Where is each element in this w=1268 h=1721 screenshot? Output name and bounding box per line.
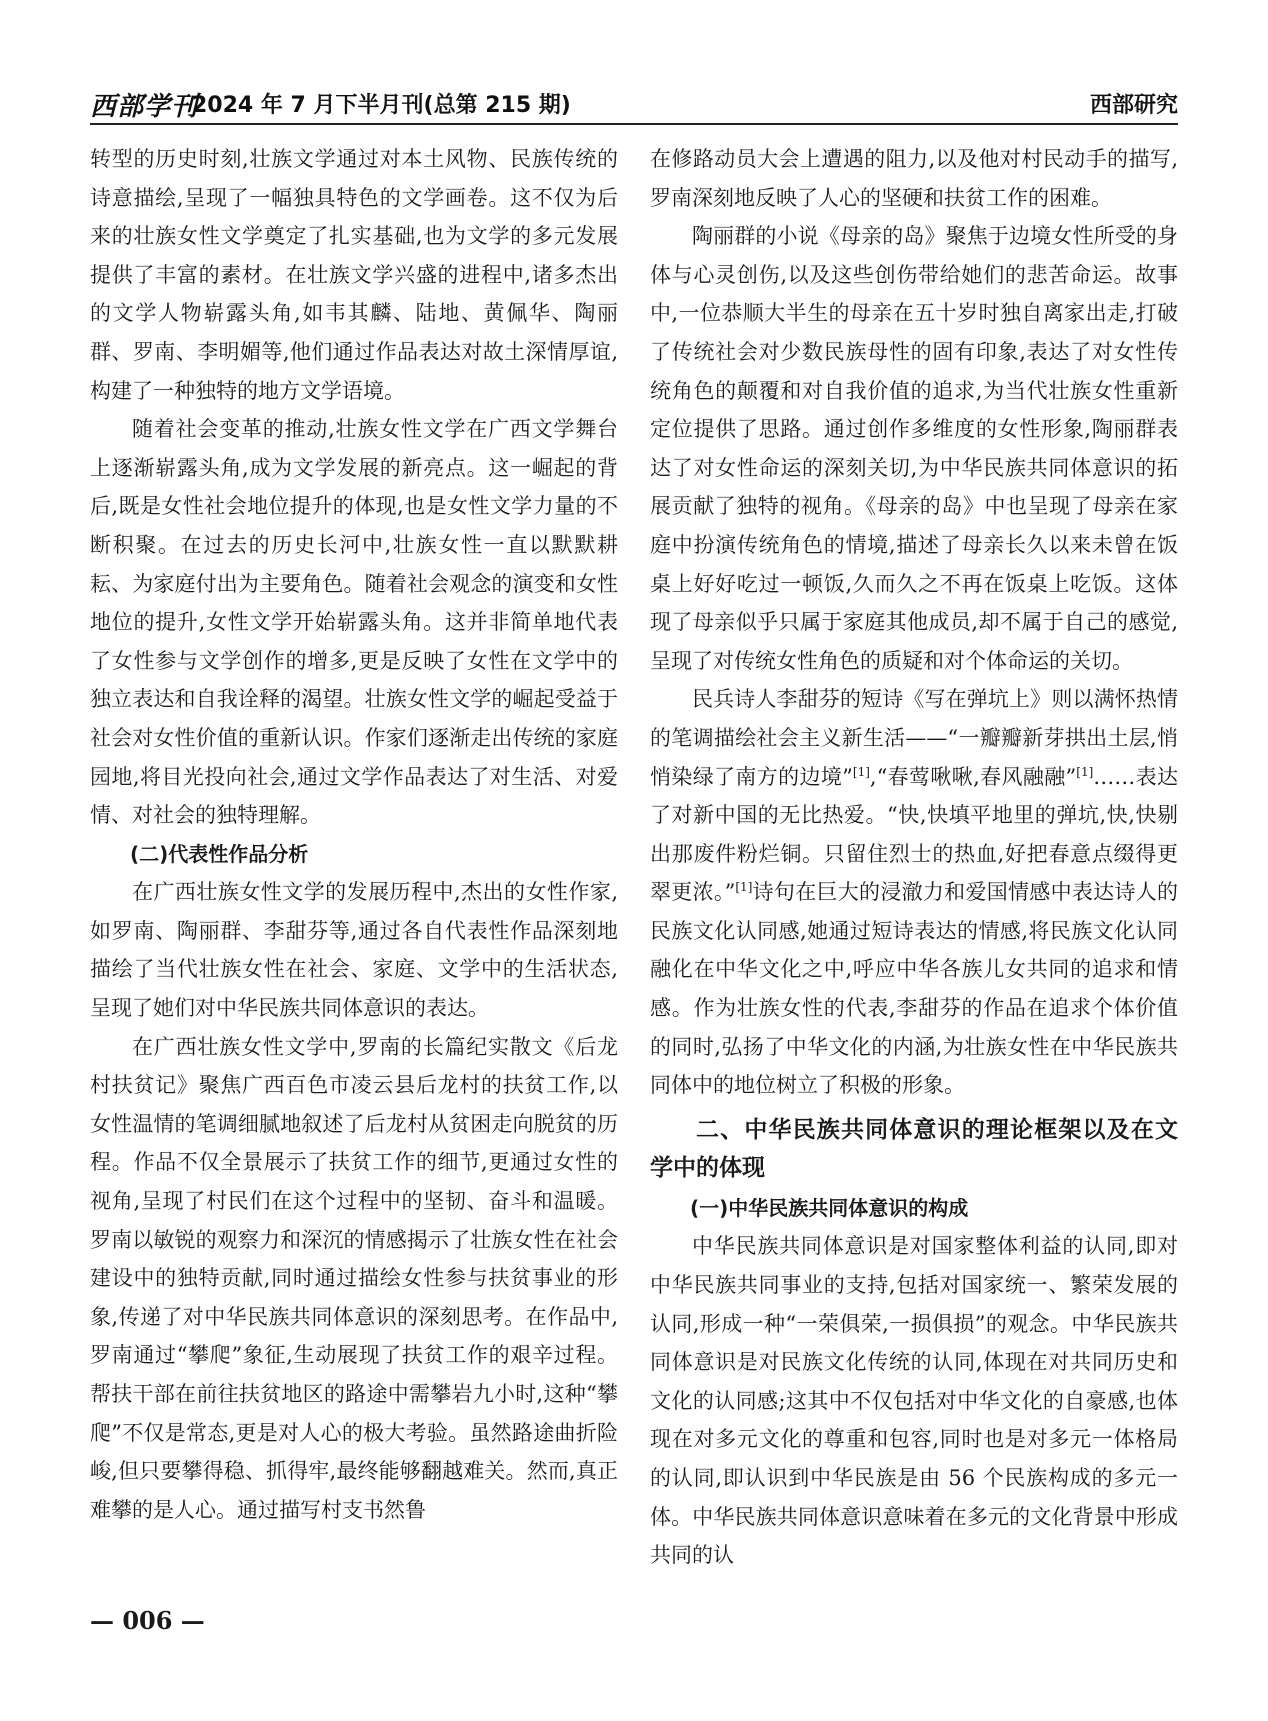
text-run: ……表达了对新中国的无比热爱。“快,快填平地里的弹坑,快,快剔出那废件粉烂铜。只留住烈士的热血,好把春意点缀得更翠更浓。” <box>650 764 1178 905</box>
subsection-heading: (二)代表性作品分析 <box>130 841 309 866</box>
citation-ref: [1] <box>852 764 870 779</box>
right-column <box>650 140 1178 1575</box>
left-column <box>90 140 618 1529</box>
text-run: 诗句在巨大的浸澈力和爱国情感中表达诗人的民族文化认同感,她通过短诗表达的情感,将民族文化认同融化在中华文化之中,呼应中华各族儿女共同的追求和情感。作为壮族女性的代表,李甜芬的作品在追求个体价值的同时,弘扬了中华文化的内涵,为壮族女性在中华民族共同体中的地位树立了积极的形象。 <box>650 880 1178 1098</box>
section-name: 西部研究 <box>1089 93 1178 118</box>
citation-ref: [1] <box>735 880 753 895</box>
journal-logo: 西部学刊 <box>90 92 199 122</box>
paragraph: 转型的历史时刻,壮族文学通过对本土风物、民族传统的诗意描绘,呈现了一幅独具特色的文学画卷。这不仅为后来的壮族女性文学奠定了扎实基础,也为文学的多元发展提供了丰富的素材。在壮族文学兴盛的进程中,诸多杰出的文学人物崭露头角,如韦其麟、陆地、黄佩华、陶丽群、罗南、李明媚等,他们通过作品表达对故土深情厚谊,构建了一种独特的地方文学语境。 <box>90 147 618 403</box>
header-rule <box>90 123 1178 125</box>
issue-info: 2024 年 7 月下半月刊(总第 215 期) <box>192 93 571 118</box>
section-heading: 二、中华民族共同体意识的理论框架以及在文学中的体现 <box>650 1116 1178 1181</box>
citation-ref: [1] <box>1076 764 1094 779</box>
text-run: 民兵诗人李甜芬的短诗《写在弹坑上》则以满怀热情的笔调描绘社会主义新生活——“一瓣瓣新芽拱出土层,悄悄染绿了南方的边境” <box>650 687 1178 789</box>
paragraph: 陶丽群的小说《母亲的岛》聚焦于边境女性所受的身体与心灵创伤,以及这些创伤带给她们的悲苦命运。故事中,一位恭顺大半生的母亲在五十岁时独自离家出走,打破了传统社会对少数民族母性的固有印象,表达了对女性传统角色的颠覆和对自我价值的追求,为当代壮族女性重新定位提供了思路。通过创作多维度的女性形象,陶丽群表达了对女性命运的深刻关切,为中华民族共同体意识的拓展贡献了独特的视角。《母亲的岛》中也呈现了母亲在家庭中扮演传统角色的情境,描述了母亲长久以来未曾在饭桌上好好吃过一顿饭,久而久之不再在饭桌上吃饭。这体现了母亲似乎只属于家庭其他成员,却不属于自己的感觉,呈现了对传统女性角色的质疑和对个体命运的关切。 <box>650 224 1178 673</box>
subsection-heading: (一)中华民族共同体意识的构成 <box>690 1195 969 1220</box>
paragraph: 在广西壮族女性文学的发展历程中,杰出的女性作家,如罗南、陶丽群、李甜芬等,通过各自代表性作品深刻地描绘了当代壮族女性在社会、家庭、文学中的生活状态,呈现了她们对中华民族共同体意识的表达。 <box>90 880 618 1021</box>
paragraph <box>650 680 1178 1105</box>
page-number: — 006 — <box>90 1606 205 1635</box>
paragraph: 随着社会变革的推动,壮族女性文学在广西文学舞台上逐渐崭露头角,成为文学发展的新亮点。这一崛起的背后,既是女性社会地位提升的体现,也是女性文学力量的不断积聚。在过去的历史长河中,壮族女性一直以默默耕耘、为家庭付出为主要角色。随着社会观念的演变和女性地位的提升,女性文学开始崭露头角。这并非简单地代表了女性参与文学创作的增多,更是反映了女性在文学中的独立表达和自我诠释的渴望。壮族女性文学的崛起受益于社会对女性价值的重新认识。作家们逐渐走出传统的家庭园地,将目光投向社会,通过文学作品表达了对生活、对爱情、对社会的独特理解。 <box>90 417 618 828</box>
page-header <box>90 82 1178 124</box>
text-run: ,“春莺啾啾,春风融融” <box>869 764 1077 789</box>
paragraph: 在修路动员大会上遭遇的阻力,以及他对村民动手的描写,罗南深刻地反映了人心的坚硬和扶贫工作的困难。 <box>650 147 1178 210</box>
paragraph: 中华民族共同体意识是对国家整体利益的认同,即对中华民族共同事业的支持,包括对国家统一、繁荣发展的认同,形成一种“一荣俱荣,一损俱损”的观念。中华民族共同体意识是对民族文化传统的认同,体现在对共同历史和文化的认同感;这其中不仅包括对中华文化的自豪感,也体现在对多元文化的尊重和包容,同时也是对多元一体格局的认同,即认识到中华民族是由 56 个民族构成的多元一体。中华民族共同体意识意味着在多元的文化背景中形成共同的认 <box>650 1234 1178 1568</box>
paragraph: 在广西壮族女性文学中,罗南的长篇纪实散文《后龙村扶贫记》聚焦广西百色市凌云县后龙村的扶贫工作,以女性温情的笔调细腻地叙述了后龙村从贫困走向脱贫的历程。作品不仅全景展示了扶贫工作的细节,更通过女性的视角,呈现了村民们在这个过程中的坚韧、奋斗和温暖。罗南以敏锐的观察力和深沉的情感揭示了壮族女性在社会建设中的独特贡献,同时通过描绘女性参与扶贫事业的形象,传递了对中华民族共同体意识的深刻思考。在作品中,罗南通过“攀爬”象征,生动展现了扶贫工作的艰辛过程。帮扶干部在前往扶贫地区的路途中需攀岩九小时,这种“攀爬”不仅是常态,更是对人心的极大考验。虽然路途曲折险峻,但只要攀得稳、抓得牢,最终能够翻越难关。然而,真正难攀的是人心。通过描写村支书然鲁 <box>90 1034 618 1522</box>
